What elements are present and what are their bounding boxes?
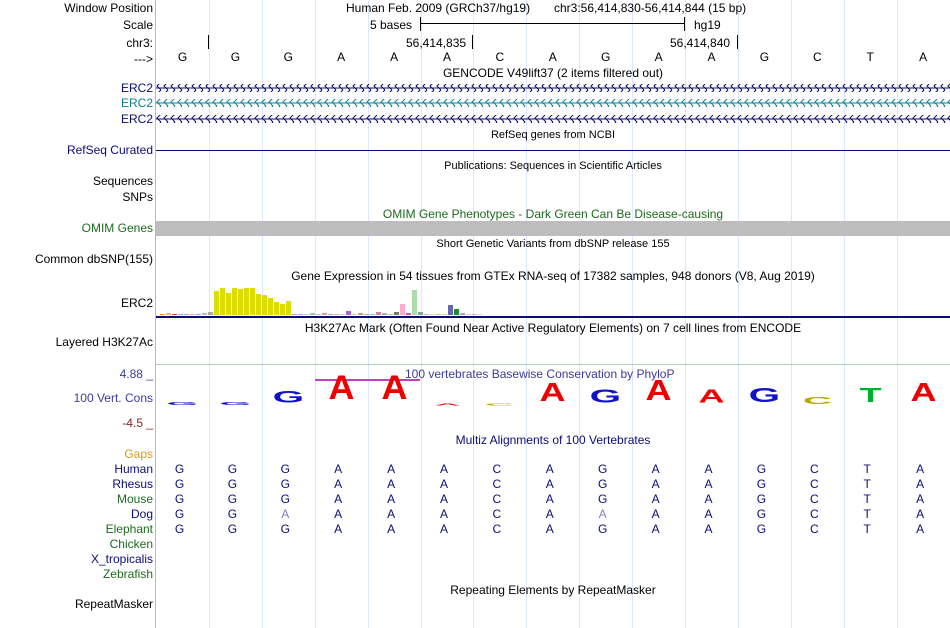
- gtex-tissue-bar[interactable]: [286, 301, 291, 315]
- alignment-base: A: [916, 507, 925, 521]
- alignment-base: A: [387, 507, 396, 521]
- alignment-base: G: [227, 477, 238, 491]
- alignment-base: C: [492, 522, 502, 536]
- erc2-gene-label-2[interactable]: ERC2: [120, 96, 153, 110]
- repeatmasker-track-title[interactable]: Repeating Elements by RepeatMasker: [450, 583, 656, 597]
- sequence-base: A: [654, 50, 663, 64]
- scale-label: Scale: [122, 18, 153, 32]
- gtex-tissue-bar[interactable]: [304, 314, 309, 315]
- gtex-tissue-bar[interactable]: [382, 313, 387, 315]
- gtex-tissue-bar[interactable]: [316, 314, 321, 315]
- species-rhesus-label[interactable]: Rhesus: [112, 477, 153, 491]
- publications-track-title[interactable]: Publications: Sequences in Scientific Articles: [444, 160, 662, 172]
- alignment-base: G: [598, 477, 608, 491]
- gtex-tissue-bar[interactable]: [292, 314, 297, 315]
- alignment-base: G: [280, 462, 290, 476]
- conservation-letter[interactable]: G: [748, 384, 781, 407]
- alignment-base: A: [545, 492, 554, 506]
- sequence-base: A: [442, 50, 451, 64]
- conservation-letter[interactable]: T: [859, 384, 882, 407]
- gtex-tissue-bar[interactable]: [358, 313, 363, 315]
- alignment-base: G: [598, 462, 608, 476]
- species-dog-label[interactable]: Dog: [130, 507, 153, 521]
- conservation-letter[interactable]: A: [433, 402, 460, 407]
- alignment-base: G: [756, 522, 767, 536]
- scale-bar-right-tick: [684, 17, 685, 31]
- alignment-base: G: [227, 507, 238, 521]
- gtex-tissue-bar[interactable]: [298, 314, 303, 315]
- scale-db: hg19: [694, 18, 721, 32]
- gtex-gene-label[interactable]: ERC2: [120, 296, 153, 310]
- alignment-base: G: [227, 462, 238, 476]
- species-zebrafish-label[interactable]: Zebrafish: [102, 567, 153, 581]
- strand-arrow-label: --->: [134, 52, 153, 66]
- sequence-base: A: [337, 50, 346, 64]
- species-elephant-label[interactable]: Elephant: [105, 522, 153, 536]
- gtex-tissue-bar[interactable]: [244, 288, 249, 315]
- gencode-track-title[interactable]: GENCODE V49lift37 (2 items filtered out): [442, 66, 664, 80]
- gtex-tissue-bar[interactable]: [454, 309, 459, 315]
- species-human-label[interactable]: Human: [114, 462, 153, 476]
- alignment-base: C: [492, 462, 502, 476]
- vert-cons-label[interactable]: 100 Vert. Cons: [73, 391, 153, 405]
- h3k27ac-baseline: [156, 364, 950, 365]
- alignment-base: A: [916, 477, 925, 491]
- omim-gene-bar[interactable]: [156, 221, 950, 236]
- gtex-tissue-bar[interactable]: [160, 314, 165, 315]
- gtex-tissue-bar[interactable]: [388, 314, 393, 315]
- alignment-base: G: [756, 477, 767, 491]
- gtex-tissue-bar[interactable]: [478, 314, 483, 315]
- alignment-base: G: [598, 522, 608, 536]
- alignment-base: G: [174, 477, 185, 491]
- scale-bar: [420, 23, 684, 24]
- gtex-track-title[interactable]: Gene Expression in 54 tissues from GTEx RNA-seq of 17382 samples, 948 donors (V8, Aug 2019): [291, 269, 815, 283]
- conservation-letter[interactable]: C: [802, 395, 832, 407]
- ruler-coord-2: 56,414,840: [670, 36, 731, 50]
- alignment-base: A: [651, 477, 660, 491]
- sequence-base: G: [759, 50, 770, 64]
- chr-label: chr3:: [126, 36, 153, 50]
- gtex-tissue-bar[interactable]: [340, 314, 345, 315]
- alignment-base: G: [756, 462, 767, 476]
- conservation-letter[interactable]: A: [328, 369, 355, 408]
- repeatmasker-label[interactable]: RepeatMasker: [74, 597, 153, 611]
- layered-h3k27ac-label[interactable]: Layered H3K27Ac: [55, 335, 153, 349]
- omim-track-title[interactable]: OMIM Gene Phenotypes - Dark Green Can Be Disease-causing: [382, 207, 724, 221]
- conservation-letter[interactable]: G: [272, 387, 304, 407]
- gtex-tissue-bar[interactable]: [394, 312, 399, 315]
- alignment-base: A: [916, 492, 925, 506]
- alignment-base: G: [280, 492, 290, 506]
- alignment-base: A: [598, 507, 607, 521]
- assembly-title: Human Feb. 2009 (GRCh37/hg19): [346, 1, 531, 15]
- alignment-base: G: [280, 477, 290, 491]
- alignment-base: A: [334, 507, 343, 521]
- alignment-base: A: [281, 507, 290, 521]
- gtex-tissue-bar[interactable]: [310, 313, 315, 315]
- alignment-base: A: [916, 522, 925, 536]
- vert-cons-max-label: 4.88 _: [119, 367, 153, 381]
- h3k27ac-track-title[interactable]: H3K27Ac Mark (Often Found Near Active Regulatory Elements) on 7 cell lines from ENCODE: [304, 321, 802, 335]
- alignment-base: G: [598, 492, 608, 506]
- alignment-base: A: [651, 492, 660, 506]
- gtex-tissue-bar[interactable]: [400, 304, 405, 315]
- sequence-base: C: [812, 50, 822, 64]
- alignment-base: C: [809, 477, 819, 491]
- conservation-letter[interactable]: A: [539, 378, 566, 407]
- alignment-base: G: [174, 462, 185, 476]
- sequence-base: A: [548, 50, 557, 64]
- conservation-letter[interactable]: A: [698, 386, 725, 407]
- sequence-base: G: [601, 50, 611, 64]
- short-variants-track-title[interactable]: Short Genetic Variants from dbSNP release 155: [436, 238, 670, 250]
- gencode-gene-lines[interactable]: [156, 82, 950, 124]
- gtex-tissue-bar[interactable]: [466, 314, 471, 315]
- gtex-tissue-bar[interactable]: [424, 314, 429, 315]
- gtex-tissue-bar[interactable]: [346, 311, 351, 315]
- alignment-base: A: [439, 492, 448, 506]
- alignment-base: T: [863, 507, 871, 521]
- sequence-base: G: [230, 50, 241, 64]
- alignment-base: T: [863, 522, 871, 536]
- gtex-tissue-bar[interactable]: [220, 288, 225, 315]
- alignment-base: A: [439, 462, 448, 476]
- phylop-track-title[interactable]: 100 vertebrates Basewise Conservation by PhyloP: [405, 367, 675, 381]
- position-range: chr3:56,414,830-56,414,844 (15 bp): [554, 1, 747, 15]
- gtex-tissue-bar[interactable]: [436, 314, 441, 315]
- gtex-tissue-bar[interactable]: [166, 313, 171, 315]
- alignment-base: C: [809, 492, 819, 506]
- vert-cons-min-label: -4.5 _: [122, 416, 153, 430]
- gtex-tissue-bar[interactable]: [268, 298, 273, 315]
- alignment-base: A: [704, 462, 713, 476]
- alignment-base: G: [227, 522, 238, 536]
- gtex-tissue-bar[interactable]: [196, 314, 201, 315]
- sequence-base: A: [707, 50, 716, 64]
- omim-genes-label[interactable]: OMIM Genes: [81, 221, 153, 235]
- sequence-base: G: [177, 50, 188, 64]
- alignment-base: A: [704, 477, 713, 491]
- gtex-tissue-bar[interactable]: [208, 312, 213, 315]
- alignment-base: A: [704, 522, 713, 536]
- ruler-tick-1: [472, 35, 473, 49]
- alignment-base: A: [704, 507, 713, 521]
- conservation-letter[interactable]: A: [645, 375, 672, 407]
- alignment-base: A: [334, 492, 343, 506]
- gtex-tissue-bar[interactable]: [214, 291, 219, 315]
- alignment-base: C: [492, 477, 502, 491]
- refseq-gene-line[interactable]: [156, 150, 950, 151]
- gtex-tissue-bar[interactable]: [190, 314, 195, 315]
- gtex-tissue-bar[interactable]: [172, 314, 177, 315]
- gtex-tissue-bar[interactable]: [280, 304, 285, 315]
- gtex-tissue-bar[interactable]: [418, 312, 423, 315]
- gtex-tissue-bar[interactable]: [412, 290, 417, 315]
- species-xtropicalis-label[interactable]: X_tropicalis: [90, 552, 153, 566]
- snps-label[interactable]: SNPs: [122, 190, 153, 204]
- ruler-tick-2: [737, 35, 738, 49]
- common-dbsnp-label[interactable]: Common dbSNP(155): [34, 252, 153, 266]
- alignment-base: A: [334, 462, 343, 476]
- gtex-tissue-bar[interactable]: [178, 314, 183, 315]
- multiz-track-title[interactable]: Multiz Alignments of 100 Vertebrates: [455, 433, 651, 447]
- alignment-base: G: [174, 522, 185, 536]
- alignment-base: A: [387, 492, 396, 506]
- gtex-tissue-bar[interactable]: [430, 314, 435, 315]
- conservation-letter[interactable]: G: [166, 401, 199, 407]
- alignment-base: A: [545, 477, 554, 491]
- alignment-base: C: [809, 522, 819, 536]
- ruler-tick-start: [208, 35, 209, 49]
- alignment-base: T: [863, 492, 871, 506]
- species-mouse-label[interactable]: Mouse: [116, 492, 153, 506]
- gtex-tissue-bar[interactable]: [448, 305, 453, 315]
- gtex-tissue-bar[interactable]: [472, 314, 477, 315]
- alignment-base: A: [545, 522, 554, 536]
- gtex-tissue-bar[interactable]: [370, 314, 375, 315]
- sequence-base: A: [919, 50, 928, 64]
- conservation-letter[interactable]: G: [219, 401, 252, 407]
- alignment-base: A: [916, 462, 925, 476]
- alignment-base: A: [334, 522, 343, 536]
- gtex-tissue-bar[interactable]: [334, 314, 339, 315]
- ruler-coord-1: 56,414,835: [406, 36, 467, 50]
- species-chicken-label[interactable]: Chicken: [109, 537, 153, 551]
- alignment-base: A: [651, 522, 660, 536]
- conservation-letter[interactable]: G: [589, 386, 622, 407]
- gtex-tissue-bar[interactable]: [376, 312, 381, 315]
- conservation-letter[interactable]: C: [485, 402, 515, 407]
- gtex-tissue-bar[interactable]: [328, 314, 333, 315]
- gtex-tissue-bar[interactable]: [250, 288, 255, 315]
- alignment-base: C: [492, 507, 502, 521]
- alignment-base: A: [387, 522, 396, 536]
- gtex-tissue-bar[interactable]: [232, 288, 237, 315]
- alignment-base: A: [651, 507, 660, 521]
- sequence-base: C: [495, 50, 505, 64]
- alignment-base: C: [809, 462, 819, 476]
- scale-bar-left-tick: [420, 17, 421, 31]
- gtex-gene-line: [156, 316, 950, 318]
- gtex-tissue-bar[interactable]: [256, 294, 261, 315]
- alignment-base: G: [174, 507, 185, 521]
- alignment-base: G: [227, 492, 238, 506]
- sequence-base: A: [390, 50, 399, 64]
- alignment-base: G: [280, 522, 290, 536]
- alignment-base: C: [809, 507, 819, 521]
- alignment-base: A: [545, 507, 554, 521]
- alignment-base: C: [492, 492, 502, 506]
- refseq-curated-label[interactable]: RefSeq Curated: [66, 143, 153, 157]
- conservation-letter[interactable]: A: [381, 369, 408, 408]
- gtex-tissue-bar[interactable]: [274, 302, 279, 315]
- gtex-tissue-bar[interactable]: [322, 313, 327, 315]
- alignment-base: A: [439, 507, 448, 521]
- alignment-base: A: [439, 522, 448, 536]
- gtex-tissue-bar[interactable]: [460, 313, 465, 315]
- sequence-base: G: [283, 50, 293, 64]
- window-position-label: Window Position: [64, 1, 153, 15]
- alignment-base: A: [334, 477, 343, 491]
- conservation-letter[interactable]: A: [910, 378, 937, 407]
- refseq-track-title[interactable]: RefSeq genes from NCBI: [490, 129, 616, 141]
- gtex-tissue-bar[interactable]: [406, 313, 411, 315]
- alignment-base: A: [387, 462, 396, 476]
- alignment-base: G: [756, 492, 767, 506]
- sequences-label[interactable]: Sequences: [92, 174, 153, 188]
- alignment-base: T: [863, 462, 871, 476]
- gtex-tissue-bar[interactable]: [202, 313, 207, 315]
- alignment-base: A: [387, 477, 396, 491]
- gtex-tissue-bar[interactable]: [238, 289, 243, 315]
- gtex-tissue-bar[interactable]: [184, 314, 189, 315]
- scale-text: 5 bases: [370, 18, 413, 32]
- alignment-base: A: [651, 462, 660, 476]
- gtex-tissue-bar[interactable]: [364, 314, 369, 315]
- erc2-gene-label-3[interactable]: ERC2: [120, 112, 153, 126]
- alignment-base: A: [545, 462, 554, 476]
- gtex-tissue-bar[interactable]: [352, 314, 357, 315]
- alignment-base: G: [174, 492, 185, 506]
- gtex-tissue-bar[interactable]: [262, 295, 267, 315]
- alignment-base: G: [756, 507, 767, 521]
- alignment-base: T: [863, 477, 871, 491]
- gtex-tissue-bar[interactable]: [226, 293, 231, 315]
- gtex-tissue-bar[interactable]: [442, 314, 447, 315]
- gaps-label[interactable]: Gaps: [124, 447, 153, 461]
- erc2-gene-label-1[interactable]: ERC2: [120, 81, 153, 95]
- alignment-base: A: [704, 492, 713, 506]
- sequence-base: T: [866, 50, 874, 64]
- alignment-base: A: [439, 477, 448, 491]
